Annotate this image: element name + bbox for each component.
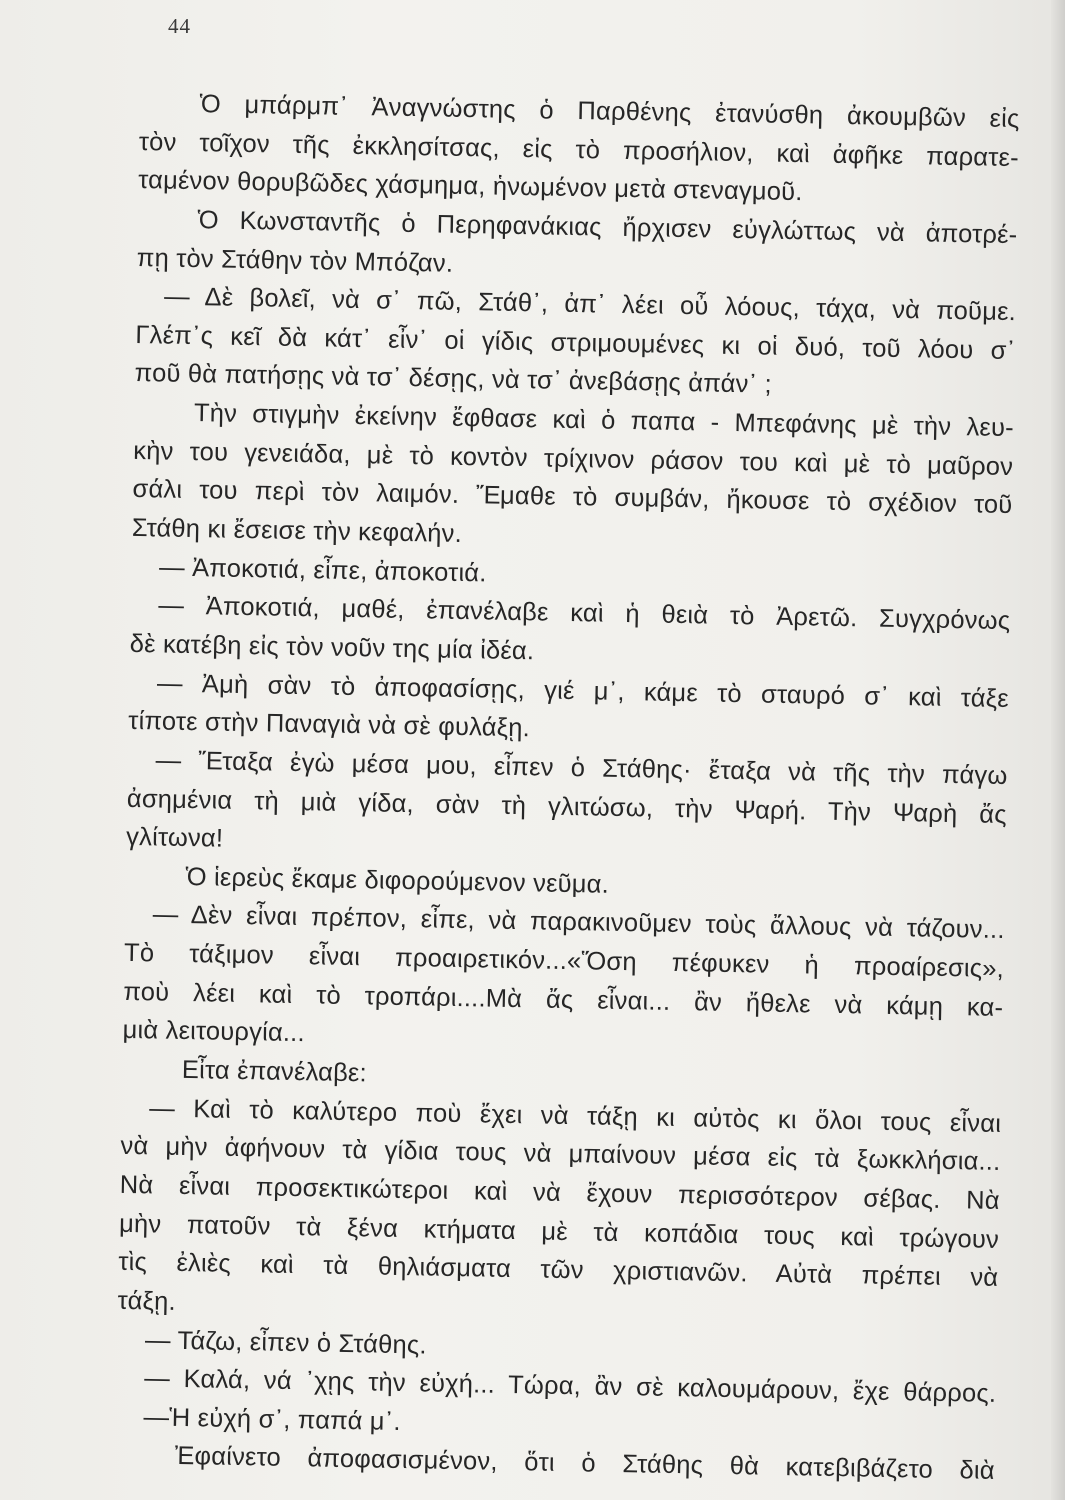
text-line: Ὁ ἱερεὺς ἔκαμε διφορούμενον νεῦμα. xyxy=(185,862,610,899)
text-line: τάξῃ. xyxy=(117,1286,177,1316)
text-line: πῃ τὸν Στάθην τὸν Μπόζαν. xyxy=(136,243,454,278)
text-line: Ἐφαίνετο ἀποφασισμένον, ὅτι ὁ Στάθης θὰ κατεβιβάζετο διὰ xyxy=(174,1442,995,1486)
text-line: μιὰ λειτουργία... xyxy=(122,1016,306,1048)
text-line: ποὺ λέει καὶ τὸ τροπάρι....Μὰ ἄς εἶναι... ἂν ἤθελε νὰ κάμῃ κα- xyxy=(123,977,1004,1022)
text-line: ποῦ θὰ πατήσῃς νὰ τσ᾽ δέσῃς, νὰ τσ᾽ ἀνεβάσῃς ἀπάν᾽ ; xyxy=(134,359,773,400)
page-edge-shadow xyxy=(1051,0,1065,1500)
text-line: Εἶτα ἐπανέλαβε: xyxy=(181,1055,368,1088)
text-line: —Ἡ εὐχή σ᾽, παπά μ᾽. xyxy=(143,1403,401,1436)
text-line: Νὰ εἶναι προσεκτικώτεροι καὶ νὰ ἔχουν περισσότερον σέβας. Νὰ xyxy=(119,1170,1000,1215)
text-line: Ὁ μπάρμπ᾽ Ἀναγνώστης ὁ Παρθένης ἐτανύσθη ἀκουμβῶν εἰς xyxy=(199,90,1020,134)
text-line: γλίτωνα! xyxy=(125,823,224,853)
text-line: τίποτε στὴν Παναγιὰ νὰ σὲ φυλάξῃ. xyxy=(128,707,531,743)
text-line: — Ἀποκοτιά, μαθέ, ἐπανέλαβε καὶ ἡ θειὰ τὸ Ἀρετῶ. Συγχρόνως xyxy=(158,591,1011,636)
text-line: — Καὶ τὸ καλύτερο ποὺ ἔχει νὰ τάξῃ κι αὐτὸς κι ὅλοι τους εἶναι xyxy=(148,1093,1002,1138)
text-line: σάλι του περὶ τὸν λαιμόν. Ἔμαθε τὸ συμβάν, ἤκουσε τὸ σχέδιον τοῦ xyxy=(132,475,1013,520)
text-line: δὲ κατέβη εἰς τὸν νοῦν της μία ἰδέα. xyxy=(129,629,535,666)
text-line: νὰ μὴν ἀφήνουν τὰ γίδια τους νὰ μπαίνουν μέσα εἰς τὰ ξωκκλήσια... xyxy=(120,1132,1001,1177)
body-text xyxy=(115,84,1020,1491)
text-line: κὴν του γενειάδα, μὲ τὸ κοντὸν τρίχινον ράσον του καὶ μὲ τὸ μαῦρον xyxy=(133,436,1014,481)
text-line: τὶς ἐλιὲς καὶ τὰ θηλιάσματα τῶν χριστιανῶν. Αὐτὰ πρέπει νὰ xyxy=(118,1248,999,1293)
text-line: — Καλά, νά ᾽χῃς τὴν εὐχή... Τώρα, ἂν σὲ καλουμάρουν, ἔχε θάρρος. xyxy=(144,1364,997,1409)
text-line: Στάθη κι ἔσεισε τὴν κεφαλήν. xyxy=(131,513,463,549)
text-line: μὴν πατοῦν τὰ ξένα κτήματα μὲ τὰ κοπάδια τους καὶ τρώγουν xyxy=(118,1209,1000,1254)
text-line: — Δὲ βολεῖ, νὰ σ᾽ πῶ, Στάθ᾽, ἀπ᾽ λέει οὖ λόους, τάχα, νὰ ποῦμε. xyxy=(163,282,1017,327)
text-line: τὸν τοῖχον τῆς ἐκκλησίτσας, εἰς τὸ προσήλιον, καὶ ἀφῆκε παρατε- xyxy=(138,127,1020,172)
text-line: Γλέπ᾽ς κεῖ δὰ κάτ᾽ εἶν᾽ οἱ γίδις στριμουμένες κι οἱ δυό, τοῦ λόου σ᾽ xyxy=(135,320,1016,365)
text-line: Ὁ Κωνσταντῆς ὁ Περηφανάκιας ἤρχισεν εὐγλώττως νὰ ἀποτρέ- xyxy=(197,206,1018,250)
text-line: ταμένον θορυβῶδες χάσμημα, ἡνωμένον μετὰ στεναγμοῦ. xyxy=(137,166,803,207)
text-line: Τὸ τάξιμον εἶναι προαιρετικόν...«Ὅση πέφυκεν ἡ προαίρεσις», xyxy=(123,938,1005,984)
text-line: — Τάζω, εἶπεν ὁ Στάθης. xyxy=(144,1325,427,1359)
text-line: — Ἀποκοτιά, εἶπε, ἀποκοτιά. xyxy=(158,553,487,588)
page-number: 44 xyxy=(168,14,191,38)
text-line: ἀσημένια τὴ μιὰ γίδα, σὰν τὴ γλιτώσω, τὴν Ψαρή. Τὴν Ψαρὴ ἄς xyxy=(126,784,1008,829)
text-line: — Ἀμὴ σὰν τὸ ἀποφασίσῃς, γιέ μ᾽, κάμε τὸ σταυρό σ᾽ καὶ τάξε xyxy=(156,669,1010,713)
text-line: — Ἔταξα ἐγὼ μέσα μου, εἶπεν ὁ Στάθης· ἔταξα νὰ τῆς τὴν πάγω xyxy=(155,746,1008,790)
text-line: — Δὲν εἶναι πρέπον, εἶπε, νὰ παρακινοῦμεν τοὺς ἄλλους νὰ τάζουν... xyxy=(152,900,1005,945)
text-line: Τὴν στιγμὴν ἐκείνην ἔφθασε καὶ ὁ παπα - Μπεφάνης μὲ τὴν λευ- xyxy=(193,399,1015,443)
